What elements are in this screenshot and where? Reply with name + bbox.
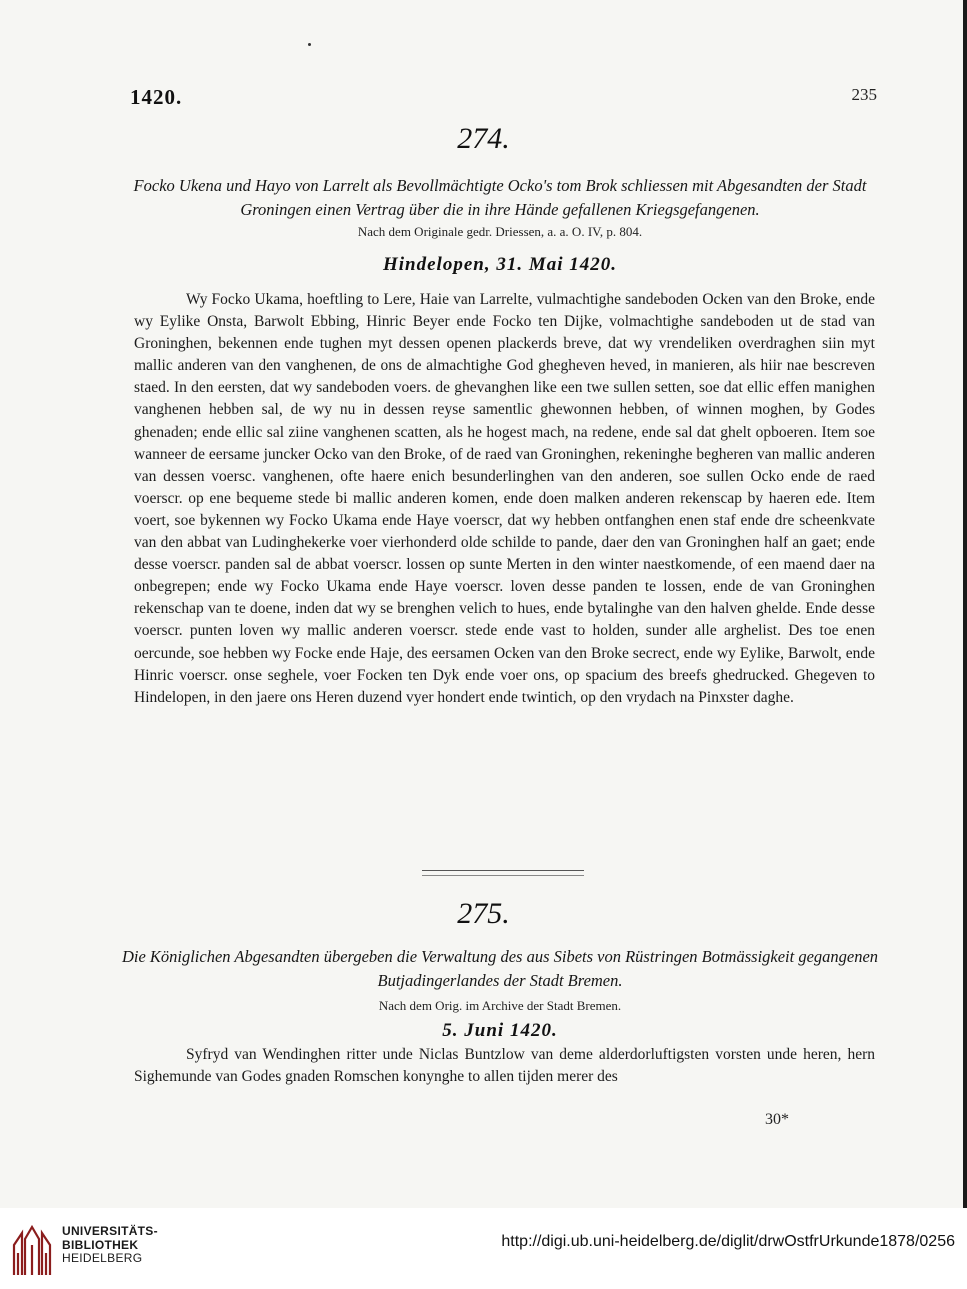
library-name-line-3: HEIDELBERG — [62, 1251, 143, 1265]
page-speck — [308, 43, 311, 46]
source-note-274: Nach dem Originale gedr. Driessen, a. a. O. IV, p. 804. — [357, 224, 643, 239]
document-summary-275: Die Königlichen Abgesandten übergeben die Verwaltung des aus Sibets von Rüstringen Botmässigkeit gegangenen Butjadingerlandes der Stadt Bremen. — [121, 947, 879, 990]
signature-mark: 30* — [765, 1111, 789, 1128]
viewer-footer — [0, 1208, 967, 1289]
document-summary-274: Focko Ukena und Hayo von Larrelt als Bevollmächtigte Ocko's tom Brok schliessen mit Abgesandten der Stadt Groningen einen Vertrag über die in ihre Hände gefallenen Kriegsgefangenen. — [133, 176, 867, 219]
library-name-line-1: UNIVERSITÄTS- — [62, 1224, 158, 1238]
document-text-275: Syfryd van Wendinghen ritter unde Niclas Buntzlow van deme alderdorluftigsten vorsten unde heren, hern Sighemunde van Godes gnaden Romschen konynghe to allen tijden merer des — [134, 1046, 875, 1086]
document-number-274: 274. — [457, 122, 510, 155]
source-note-275: Nach dem Orig. im Archive der Stadt Bremen. — [378, 998, 622, 1013]
scan-edge — [963, 0, 967, 1208]
section-separator — [422, 870, 584, 876]
university-library-logo-icon — [8, 1223, 56, 1279]
document-number-275: 275. — [457, 897, 510, 930]
running-header-year: 1420. — [130, 85, 183, 109]
document-text-274: Wy Focko Ukama, hoeftling to Lere, Haie van Larrelte, vulmachtighe sandeboden Ocken van den Broke, ende wy Eylike Onsta, Barwolt Ebbing, Hinric Beyer ende Focko ten Dijke, volmachtighe sandeboden ut de stad van Groninghen, bekennen ende tughen myt dessen openen plackerds breve, dat wy vrendeliken overdraghen siin myt mallic anderen van den vanghenen, de ons de almachtighe God ghegheven heved, in manieren, als hiir nae bescreven staed. In den eersten, dat wy sandeboden voers. de ghevanghen like een twe sullen setten, soe dat ellic effen manighen vanghenen hebben sal, de wy nu in dessen reyse samentlic ghewonnen hebben, of winnen moghen, by Godes ghenaden; ende ellic sal ziine vanghenen scatten, als he hogest mach, na redene, ende sal dat ghelt opboeren. Item soe wanneer de eersame juncker Ocko van den Broke, of de raed van Groninghen, rekeninghe begheren van mallic anderen van dessen voersc. vanghenen, ofte haere enich besunderlinghen van den anderen, soe sullen Ocko ende de raed voerscr. op ene bequeme stede bi mallic anderen komen, ende doen malken anderen rekenscap by haeren ede. Item voert, soe bykennen wy Focko Ukama ende Haye voerscr, dat wy hebben ontfanghen enen staf ende dre scheenkvate van den abbat van Ludinghekerke voer vierhonderd olde schilde to pande, daer den van Groninghen half an gaet; ende desse voerscr. panden sal de abbat voerscr. lossen op sunte Merten in den winter naestkomende, of een maend daer na onbegrepen; ende wy Focko Ukama ende Haye voerscr. loven desse panden te lossen, ende de van Groninghen rekenschap van te doene, inden dat wy se brenghen velich to hues, ende bytalinghe van den halven ghelde. Ende desse voerscr. punten loven wy mallic anderen voerscr. stede ende vast to holden, sunder alle arghelist. Des toe enen oercunde, soe hebben wy Focke ende Haje, des eersamen Ocken van den Broke secrect, ende wy Eylike, Barwolt, ende Hinric voerscr. onse seghele, voer Focken ten Dyk ende voer ons, op spacium des breefs ghedrucked. Ghegeven to Hindelopen, in den jaere ons Heren duzend vyer hondert ende twintich, op den vrydach na Pinxster daghe. — [134, 291, 875, 706]
dateline-275: 5. Juni 1420. — [442, 1020, 558, 1041]
permalink-url[interactable]: http://digi.ub.uni-heidelberg.de/diglit/drwOstfrUrkunde1878/0256 — [501, 1233, 955, 1250]
library-name — [62, 1225, 158, 1266]
dateline-274: Hindelopen, 31. Mai 1420. — [382, 254, 617, 275]
library-name-line-2: BIBLIOTHEK — [62, 1237, 139, 1252]
page-number: 235 — [851, 85, 877, 104]
